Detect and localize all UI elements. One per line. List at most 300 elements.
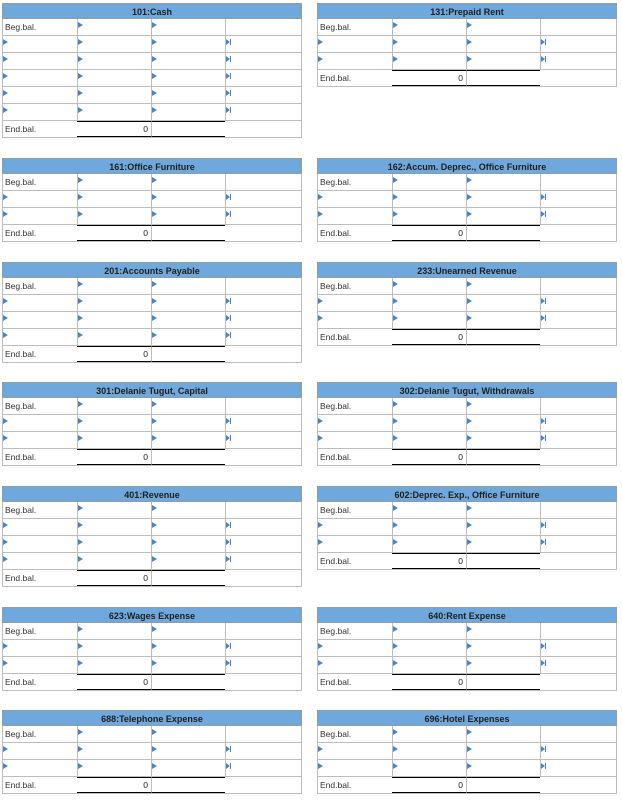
debit-amount-input[interactable]	[77, 415, 151, 431]
debit-account-select[interactable]	[318, 208, 392, 224]
account-title: 131:Prepaid Rent	[317, 3, 617, 19]
debit-amount-input[interactable]	[77, 174, 151, 190]
beg-bal-row	[317, 174, 617, 191]
credit-account-select[interactable]	[466, 519, 540, 535]
credit-amount-input[interactable]	[225, 398, 301, 414]
dropdown-arrow-icon	[541, 763, 547, 770]
debit-account-select[interactable]	[3, 329, 77, 345]
dropdown-arrow-icon	[226, 746, 232, 753]
credit-amount-input[interactable]	[225, 36, 301, 52]
debit-amount-input[interactable]	[77, 104, 151, 120]
debit-account-select[interactable]	[318, 519, 392, 535]
debit-amount-input[interactable]	[77, 70, 151, 86]
dropdown-arrow-icon	[78, 539, 83, 545]
account-title: 233:Unearned Revenue	[317, 262, 617, 278]
debit-amount-input[interactable]	[77, 208, 151, 224]
credit-account-select[interactable]	[151, 536, 225, 552]
credit-amount-input[interactable]	[225, 191, 301, 207]
entry-row	[2, 191, 302, 208]
dropdown-arrow-icon	[226, 763, 232, 770]
credit-account-select[interactable]	[151, 743, 225, 759]
credit-account-select[interactable]	[151, 87, 225, 103]
debit-account-select[interactable]	[318, 640, 392, 656]
debit-account-select[interactable]	[3, 191, 77, 207]
account-title: 302:Delanie Tugut, Withdrawals	[317, 382, 617, 398]
dropdown-arrow-icon	[78, 194, 83, 200]
debit-account-select[interactable]	[318, 657, 392, 673]
credit-amount-input[interactable]	[540, 312, 616, 328]
credit-amount-input[interactable]	[540, 502, 616, 518]
dropdown-arrow-icon	[467, 505, 472, 511]
credit-amount-input[interactable]	[225, 760, 301, 776]
entry-row	[317, 53, 617, 70]
credit-amount-input[interactable]	[540, 36, 616, 52]
credit-account-select[interactable]	[151, 70, 225, 86]
end-bal-label: End.bal.	[5, 349, 37, 359]
credit-amount-input[interactable]	[540, 278, 616, 294]
debit-amount-input[interactable]	[392, 398, 466, 414]
debit-amount-input[interactable]	[392, 432, 466, 448]
end-balance-total	[77, 346, 151, 362]
debit-amount-input[interactable]	[392, 278, 466, 294]
debit-amount-input[interactable]	[77, 329, 151, 345]
end-balance-credit	[466, 70, 540, 86]
debit-amount-input[interactable]	[77, 553, 151, 569]
end-bal-label: End.bal.	[5, 573, 37, 583]
debit-amount-input[interactable]	[77, 726, 151, 742]
debit-account-select[interactable]	[318, 432, 392, 448]
end-balance-value: 0	[143, 677, 148, 687]
credit-account-select[interactable]	[466, 295, 540, 311]
debit-amount-input[interactable]	[392, 640, 466, 656]
credit-account-select[interactable]	[151, 36, 225, 52]
dropdown-arrow-icon	[318, 643, 323, 649]
debit-amount-input[interactable]	[392, 760, 466, 776]
debit-account-select[interactable]	[318, 312, 392, 328]
credit-amount-input[interactable]	[225, 87, 301, 103]
dropdown-arrow-icon	[393, 435, 398, 441]
debit-amount-input[interactable]	[392, 743, 466, 759]
credit-amount-input[interactable]	[225, 312, 301, 328]
credit-account-select[interactable]	[151, 312, 225, 328]
credit-amount-input[interactable]	[225, 278, 301, 294]
debit-amount-input[interactable]	[392, 36, 466, 52]
dropdown-arrow-icon	[78, 626, 83, 632]
end-balance-total	[77, 570, 151, 586]
dropdown-arrow-icon	[393, 298, 398, 304]
credit-account-select[interactable]	[151, 295, 225, 311]
entry-row	[317, 760, 617, 777]
t-account-131	[317, 3, 617, 87]
dropdown-arrow-icon	[393, 643, 398, 649]
t-account-602	[317, 486, 617, 570]
entry-row	[2, 36, 302, 53]
dropdown-arrow-icon	[467, 729, 472, 735]
entry-row	[2, 87, 302, 104]
debit-account-select[interactable]	[318, 53, 392, 69]
t-account-696	[317, 710, 617, 794]
debit-amount-input[interactable]	[77, 36, 151, 52]
debit-account-select[interactable]	[3, 553, 77, 569]
dropdown-arrow-icon	[226, 643, 232, 650]
dropdown-arrow-icon	[3, 539, 8, 545]
credit-account-select[interactable]	[466, 743, 540, 759]
dropdown-arrow-icon	[393, 401, 398, 407]
dropdown-arrow-icon	[318, 211, 323, 217]
debit-amount-input[interactable]	[77, 519, 151, 535]
account-title: 696:Hotel Expenses	[317, 710, 617, 726]
debit-amount-input[interactable]	[77, 623, 151, 639]
end-balance-total	[392, 70, 466, 86]
credit-account-select[interactable]	[466, 174, 540, 190]
debit-account-select[interactable]	[3, 53, 77, 69]
credit-account-select[interactable]	[151, 519, 225, 535]
dropdown-arrow-icon	[226, 298, 232, 305]
debit-account-select[interactable]	[318, 415, 392, 431]
debit-amount-input[interactable]	[392, 623, 466, 639]
debit-account-select[interactable]	[3, 312, 77, 328]
debit-amount-input[interactable]	[77, 502, 151, 518]
debit-amount-input[interactable]	[77, 278, 151, 294]
debit-account-select[interactable]	[3, 743, 77, 759]
dropdown-arrow-icon	[3, 194, 8, 200]
credit-account-select[interactable]	[466, 36, 540, 52]
dropdown-arrow-icon	[541, 418, 547, 425]
credit-amount-input[interactable]	[540, 415, 616, 431]
dropdown-arrow-icon	[541, 315, 547, 322]
credit-account-select[interactable]	[466, 726, 540, 742]
dropdown-arrow-icon	[393, 660, 398, 666]
credit-account-select[interactable]	[151, 398, 225, 414]
credit-account-select[interactable]	[466, 53, 540, 69]
dropdown-arrow-icon	[152, 505, 157, 511]
credit-account-select[interactable]	[151, 174, 225, 190]
credit-amount-input[interactable]	[540, 295, 616, 311]
dropdown-arrow-icon	[318, 194, 323, 200]
end-balance-value: 0	[143, 349, 148, 359]
debit-amount-input[interactable]	[392, 657, 466, 673]
credit-amount-input[interactable]	[540, 191, 616, 207]
credit-account-select[interactable]	[151, 415, 225, 431]
credit-amount-input[interactable]	[225, 657, 301, 673]
debit-amount-input[interactable]	[77, 19, 151, 35]
dropdown-arrow-icon	[78, 505, 83, 511]
credit-account-select[interactable]	[466, 502, 540, 518]
dropdown-arrow-icon	[152, 39, 157, 45]
credit-amount-input[interactable]	[225, 295, 301, 311]
credit-amount-input[interactable]	[540, 519, 616, 535]
dropdown-arrow-icon	[393, 626, 398, 632]
entry-row	[2, 432, 302, 449]
debit-account-select[interactable]	[318, 36, 392, 52]
debit-account-select[interactable]	[3, 295, 77, 311]
credit-amount-input[interactable]	[225, 329, 301, 345]
dropdown-arrow-icon	[3, 73, 8, 79]
end-balance-credit	[466, 449, 540, 465]
debit-account-select[interactable]	[318, 536, 392, 552]
entry-row	[317, 536, 617, 553]
debit-account-select[interactable]	[3, 87, 77, 103]
debit-account-select[interactable]	[318, 191, 392, 207]
debit-account-select[interactable]	[3, 536, 77, 552]
debit-account-select[interactable]	[318, 760, 392, 776]
credit-amount-input[interactable]	[540, 640, 616, 656]
dropdown-arrow-icon	[226, 332, 232, 339]
entry-row	[2, 53, 302, 70]
debit-account-select[interactable]	[3, 640, 77, 656]
debit-amount-input[interactable]	[77, 398, 151, 414]
dropdown-arrow-icon	[467, 177, 472, 183]
credit-account-select[interactable]	[151, 19, 225, 35]
dropdown-arrow-icon	[541, 56, 547, 63]
credit-account-select[interactable]	[151, 329, 225, 345]
t-account-161	[2, 158, 302, 242]
credit-amount-input[interactable]	[225, 19, 301, 35]
account-title: 688:Telephone Expense	[2, 710, 302, 726]
end-bal-label: End.bal.	[320, 332, 352, 342]
dropdown-arrow-icon	[541, 643, 547, 650]
credit-amount-input[interactable]	[540, 174, 616, 190]
credit-amount-input[interactable]	[540, 208, 616, 224]
account-title: 401:Revenue	[2, 486, 302, 502]
end-bal-label: End.bal.	[5, 780, 37, 790]
credit-account-select[interactable]	[466, 312, 540, 328]
credit-account-select[interactable]	[151, 278, 225, 294]
debit-amount-input[interactable]	[77, 191, 151, 207]
dropdown-arrow-icon	[393, 211, 398, 217]
credit-amount-input[interactable]	[540, 536, 616, 552]
dropdown-arrow-icon	[393, 729, 398, 735]
credit-account-select[interactable]	[151, 657, 225, 673]
dropdown-arrow-icon	[393, 746, 398, 752]
end-balance-total	[77, 121, 151, 137]
entry-row	[2, 536, 302, 553]
beg-bal-label: Beg.bal.	[5, 22, 37, 32]
debit-amount-input[interactable]	[392, 726, 466, 742]
dropdown-arrow-icon	[541, 211, 547, 218]
credit-account-select[interactable]	[466, 415, 540, 431]
credit-account-select[interactable]	[151, 104, 225, 120]
credit-account-select[interactable]	[151, 53, 225, 69]
dropdown-arrow-icon	[393, 177, 398, 183]
debit-amount-input[interactable]	[392, 174, 466, 190]
credit-amount-input[interactable]	[540, 623, 616, 639]
end-bal-label: End.bal.	[320, 556, 352, 566]
end-balance-total	[77, 777, 151, 793]
credit-account-select[interactable]	[151, 760, 225, 776]
dropdown-arrow-icon	[393, 418, 398, 424]
credit-amount-input[interactable]	[225, 743, 301, 759]
credit-amount-input[interactable]	[225, 104, 301, 120]
end-balance-credit	[151, 346, 225, 362]
end-balance-value: 0	[458, 780, 463, 790]
credit-amount-input[interactable]	[225, 415, 301, 431]
credit-account-select[interactable]	[466, 191, 540, 207]
credit-account-select[interactable]	[466, 760, 540, 776]
dropdown-arrow-icon	[152, 556, 157, 562]
credit-amount-input[interactable]	[540, 657, 616, 673]
credit-amount-input[interactable]	[225, 726, 301, 742]
debit-amount-input[interactable]	[77, 743, 151, 759]
dropdown-arrow-icon	[152, 763, 157, 769]
beg-bal-row	[2, 398, 302, 415]
dropdown-arrow-icon	[393, 763, 398, 769]
credit-account-select[interactable]	[466, 536, 540, 552]
credit-account-select[interactable]	[466, 19, 540, 35]
entry-row	[2, 329, 302, 346]
dropdown-arrow-icon	[318, 56, 323, 62]
credit-account-select[interactable]	[151, 208, 225, 224]
debit-amount-input[interactable]	[392, 502, 466, 518]
dropdown-arrow-icon	[78, 107, 83, 113]
debit-amount-input[interactable]	[392, 208, 466, 224]
credit-account-select[interactable]	[466, 640, 540, 656]
credit-amount-input[interactable]	[225, 553, 301, 569]
debit-account-select[interactable]	[3, 104, 77, 120]
credit-account-select[interactable]	[466, 208, 540, 224]
dropdown-arrow-icon	[226, 315, 232, 322]
dropdown-arrow-icon	[393, 56, 398, 62]
dropdown-arrow-icon	[3, 418, 8, 424]
dropdown-arrow-icon	[541, 194, 547, 201]
credit-amount-input[interactable]	[540, 53, 616, 69]
credit-account-select[interactable]	[466, 657, 540, 673]
credit-amount-input[interactable]	[225, 519, 301, 535]
debit-account-select[interactable]	[318, 743, 392, 759]
beg-bal-label: Beg.bal.	[320, 626, 352, 636]
dropdown-arrow-icon	[318, 763, 323, 769]
entry-row	[2, 760, 302, 777]
debit-account-select[interactable]	[3, 415, 77, 431]
dropdown-arrow-icon	[152, 56, 157, 62]
dropdown-arrow-icon	[318, 746, 323, 752]
entry-row	[317, 191, 617, 208]
beg-bal-label: Beg.bal.	[320, 22, 352, 32]
dropdown-arrow-icon	[78, 763, 83, 769]
beg-bal-row	[317, 623, 617, 640]
dropdown-arrow-icon	[78, 643, 83, 649]
debit-account-select[interactable]	[3, 760, 77, 776]
debit-amount-input[interactable]	[77, 432, 151, 448]
dropdown-arrow-icon	[467, 22, 472, 28]
debit-amount-input[interactable]	[392, 312, 466, 328]
beg-bal-label: Beg.bal.	[5, 729, 37, 739]
dropdown-arrow-icon	[3, 107, 8, 113]
dropdown-arrow-icon	[152, 90, 157, 96]
debit-amount-input[interactable]	[392, 191, 466, 207]
debit-account-select[interactable]	[3, 432, 77, 448]
credit-amount-input[interactable]	[225, 623, 301, 639]
beg-bal-row	[2, 19, 302, 36]
debit-amount-input[interactable]	[77, 87, 151, 103]
credit-account-select[interactable]	[151, 640, 225, 656]
dropdown-arrow-icon	[78, 90, 83, 96]
credit-amount-input[interactable]	[225, 53, 301, 69]
credit-account-select[interactable]	[151, 623, 225, 639]
credit-amount-input[interactable]	[540, 743, 616, 759]
dropdown-arrow-icon	[3, 90, 8, 96]
end-balance-value: 0	[458, 73, 463, 83]
debit-account-select[interactable]	[3, 519, 77, 535]
dropdown-arrow-icon	[467, 281, 472, 287]
debit-amount-input[interactable]	[77, 295, 151, 311]
credit-amount-input[interactable]	[540, 760, 616, 776]
dropdown-arrow-icon	[152, 281, 157, 287]
credit-account-select[interactable]	[151, 191, 225, 207]
credit-amount-input[interactable]	[540, 726, 616, 742]
debit-amount-input[interactable]	[392, 19, 466, 35]
dropdown-arrow-icon	[3, 56, 8, 62]
dropdown-arrow-icon	[541, 539, 547, 546]
credit-account-select[interactable]	[151, 432, 225, 448]
dropdown-arrow-icon	[226, 73, 232, 80]
debit-amount-input[interactable]	[77, 536, 151, 552]
credit-amount-input[interactable]	[225, 208, 301, 224]
debit-amount-input[interactable]	[77, 640, 151, 656]
credit-amount-input[interactable]	[540, 432, 616, 448]
t-account-688	[2, 710, 302, 794]
debit-account-select[interactable]	[3, 36, 77, 52]
dropdown-arrow-icon	[318, 315, 323, 321]
credit-amount-input[interactable]	[540, 19, 616, 35]
debit-amount-input[interactable]	[77, 657, 151, 673]
credit-account-select[interactable]	[466, 623, 540, 639]
credit-amount-input[interactable]	[225, 640, 301, 656]
dropdown-arrow-icon	[78, 332, 83, 338]
credit-amount-input[interactable]	[225, 432, 301, 448]
dropdown-arrow-icon	[393, 315, 398, 321]
credit-account-select[interactable]	[151, 553, 225, 569]
credit-account-select[interactable]	[151, 502, 225, 518]
end-bal-row	[2, 121, 302, 138]
debit-amount-input[interactable]	[77, 760, 151, 776]
debit-amount-input[interactable]	[392, 519, 466, 535]
debit-account-select[interactable]	[318, 295, 392, 311]
t-account-233	[317, 262, 617, 346]
end-bal-row	[2, 674, 302, 691]
entry-row	[2, 295, 302, 312]
debit-amount-input[interactable]	[392, 53, 466, 69]
credit-amount-input[interactable]	[225, 536, 301, 552]
dropdown-arrow-icon	[226, 211, 232, 218]
credit-account-select[interactable]	[466, 278, 540, 294]
credit-account-select[interactable]	[466, 432, 540, 448]
end-bal-label: End.bal.	[5, 124, 37, 134]
debit-amount-input[interactable]	[392, 536, 466, 552]
credit-amount-input[interactable]	[225, 174, 301, 190]
entry-row	[317, 657, 617, 674]
dropdown-arrow-icon	[541, 39, 547, 46]
debit-amount-input[interactable]	[77, 312, 151, 328]
debit-account-select[interactable]	[3, 70, 77, 86]
credit-account-select[interactable]	[151, 726, 225, 742]
credit-amount-input[interactable]	[225, 70, 301, 86]
credit-amount-input[interactable]	[225, 502, 301, 518]
end-bal-row	[2, 570, 302, 587]
credit-account-select[interactable]	[466, 398, 540, 414]
dropdown-arrow-icon	[78, 315, 83, 321]
dropdown-arrow-icon	[467, 435, 472, 441]
credit-amount-input[interactable]	[540, 398, 616, 414]
debit-account-select[interactable]	[3, 657, 77, 673]
beg-bal-row	[317, 278, 617, 295]
entry-row	[2, 640, 302, 657]
debit-account-select[interactable]	[3, 208, 77, 224]
debit-amount-input[interactable]	[392, 295, 466, 311]
debit-amount-input[interactable]	[77, 53, 151, 69]
debit-amount-input[interactable]	[392, 415, 466, 431]
dropdown-arrow-icon	[152, 211, 157, 217]
